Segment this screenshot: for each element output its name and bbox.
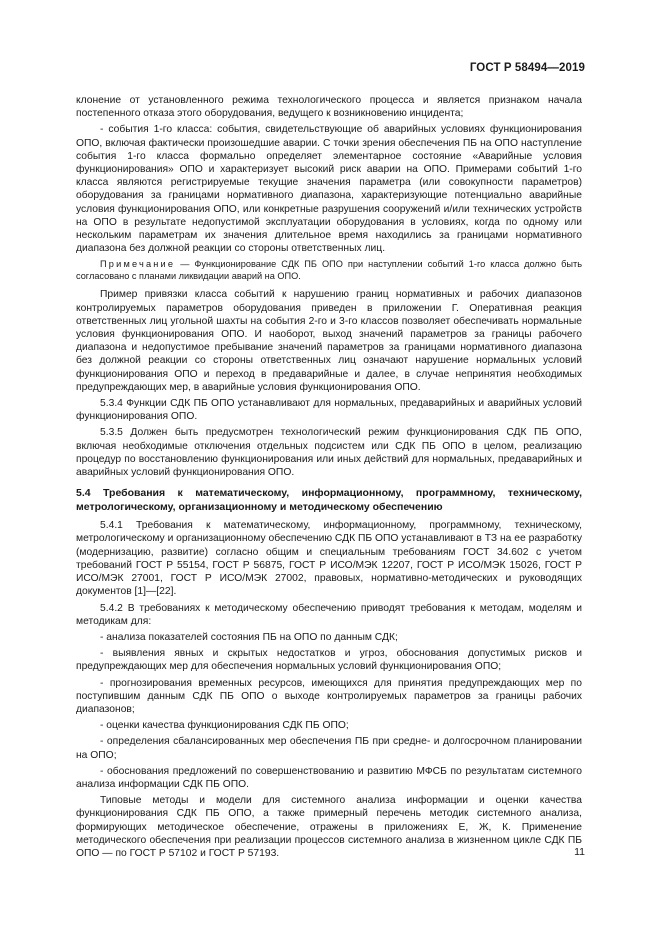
list-item: - определения сбалансированных мер обеспечения ПБ при средне- и долгосрочном планировании на ОПО;	[76, 736, 582, 761]
clause-5-3-5: 5.3.5 Должен быть предусмотрен технологический режим функционирования СДК ПБ ОПО, включая необходимые отключения отдельных подсистем или СДК ПБ ОПО в целом, реализацию процедур по восстановлению функционирования или иных действий для нормальных, предаварийных и аварийных условий функционирования ОПО.	[76, 427, 582, 479]
list-item: - оценки качества функционирования СДК ПБ ОПО;	[100, 720, 349, 732]
list-item: - анализа показателей состояния ПБ на ОПО по данным СДК;	[100, 631, 398, 643]
clause-5-4-2: 5.4.2 В требованиях к методическому обеспечению приводят требования к методам, моделям и методикам для:	[76, 602, 582, 627]
paragraph-continuation: клонение от установленного режима технологического процесса и является признаком начала постепенного отказа этого оборудования, ведущего к возникновению инцидента;	[76, 95, 582, 120]
document-body	[76, 94, 582, 863]
page-number: 11	[574, 846, 585, 858]
section-heading-5-4: 5.4 Требования к математическому, информационному, программному, техническому, метрологическому, организационному и методическому обеспечению	[76, 487, 582, 513]
list-item: - прогнозирования временных ресурсов, имеющихся для принятия предупреждающих мер по поступившим данным СДК ПБ ОПО о выходе контролируемых параметров за границы рабочих диапазонов;	[76, 677, 582, 715]
document-number-header: ГОСТ Р 58494—2019	[469, 62, 585, 74]
note-label: Примечание	[100, 259, 176, 270]
paragraph-event-class-example: Пример привязки класса событий к нарушению границ нормативных и рабочих диапазонов контролируемых параметров оборудования приведен в приложении Г. Оперативная реакция ответственных лиц угольной шахты на события 2-го и 3-го классов позволяет обеспечивать нормальные условия функционирования ОПО. И наоборот, выход значений параметров за границы рабочего диапазона и недопустимое пребывание значений параметров за границами нормативного диапазона без должной реакции со стороны ответственных лиц означают нарушение нормальных условий функционирования ОПО и переход в предаварийные и далее, в случае непринятия необходимых предупреждающих мер, в аварийные условия функционирования ОПО.	[76, 289, 582, 393]
note	[76, 258, 582, 282]
paragraph-methods-summary: Типовые методы и модели для системного анализа информации и оценки качества функционирования СДК ПБ ОПО, а также примерный перечень методик системного анализа, формирующих методическое обеспечение, отражены в приложениях Е, Ж, К. Применение методического обеспечения при реализации процессов системного анализа в жизненном цикле СДК ПБ ОПО — по ГОСТ Р 57102 и ГОСТ Р 57193.	[76, 795, 582, 859]
clause-5-3-4: 5.3.4 Функции СДК ПБ ОПО устанавливают для нормальных, предаварийных и аварийных условий функционирования ОПО.	[76, 398, 582, 423]
note-text: — Функционирование СДК ПБ ОПО при наступлении событий 1-го класса должно быть согласовано с планами ликвидации аварий на ОПО.	[76, 259, 582, 282]
list-item: - выявления явных и скрытых недостатков и угроз, обоснования допустимых рисков и предупреждающих мер для обеспечения нормальных условий функционирования ОПО;	[76, 648, 582, 673]
clause-5-4-1: 5.4.1 Требования к математическому, информационному, программному, техническому, метрологическому и организационному обеспечению СДК ПБ ОПО устанавливают в ТЗ на ее разработку (модернизацию, развитие) согласно общим и специальным требованиям ГОСТ 34.602 с учетом требований ГОСТ Р 55154, ГОСТ Р 56875, ГОСТ Р ИСО/МЭК 12207, ГОСТ Р ИСО/МЭК 15026, ГОСТ Р ИСО/МЭК 27001, ГОСТ Р ИСО/МЭК 27002, правовых, нормативно-методических и руководящих документов [1]—[22].	[76, 520, 582, 598]
list-item-class-1-events: - события 1-го класса: события, свидетельствующие об аварийных условиях функционирования ОПО, включая фактически произошедшие аварии. С точки зрения обеспечения ПБ на ОПО наступление события 1-го класса формально определяет элементарное состояние «Аварийные условия функционирования» ОПО и характеризует высокий риск аварии на ОПО. Примерами событий 1-го класса являются регистрируемые текущие значения параметра (или совокупности параметров) оборудования за границами нормативного диапазона, характеризующие потенциально аварийные условия функционирования ОПО, или конкретные разрушения сооружений и/или технических устройств на ОПО в результате недопустимой эксплуатации оборудования в условиях, когда по одному или нескольким параметрам их значения длительное время находились за границами нормативного диапазона без должной реакции со стороны ответственных лиц.	[76, 124, 582, 255]
list-item: - обоснования предложений по совершенствованию и развитию МФСБ по результатам системного анализа информации СДК ПБ ОПО.	[76, 765, 582, 790]
